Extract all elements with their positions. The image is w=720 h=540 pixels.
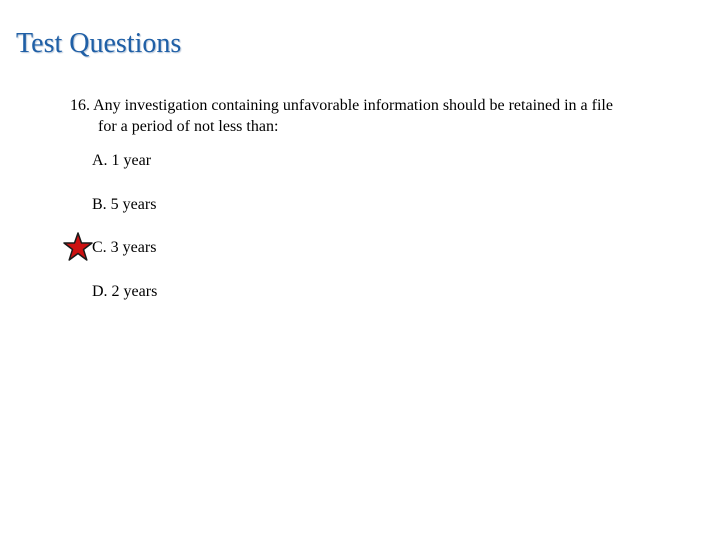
star-icon bbox=[63, 232, 93, 262]
question-text bbox=[70, 95, 710, 137]
answer-choice-a: A. 1 year bbox=[92, 152, 152, 169]
answer-choice-b: B. 5 years bbox=[92, 196, 157, 213]
page-title: Test Questions bbox=[16, 28, 182, 59]
correct-answer-star bbox=[64, 233, 92, 260]
answer-choice-c: C. 3 years bbox=[92, 239, 157, 256]
question-line-2: for a period of not less than: bbox=[98, 118, 279, 135]
answer-choice-d: D. 2 years bbox=[92, 283, 158, 300]
question-line-1: 16. Any investigation containing unfavorable information should be retained in a file bbox=[70, 97, 613, 114]
